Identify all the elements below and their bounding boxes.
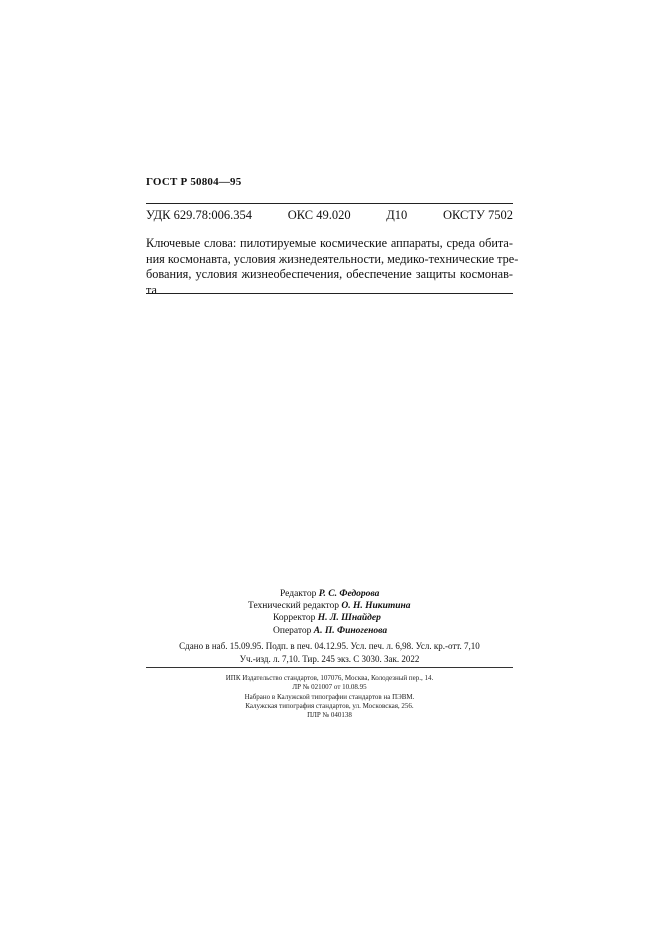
udk-code: УДК 629.78:006.354 bbox=[146, 208, 253, 222]
publisher-line: ПЛР № 040138 bbox=[307, 711, 352, 720]
corrector-role: Корректор bbox=[273, 613, 316, 624]
okstu-code: ОКСТУ 7502 bbox=[442, 208, 513, 222]
editor-role: Редактор bbox=[280, 589, 317, 599]
keywords-block bbox=[146, 236, 519, 298]
tech-editor-credit bbox=[248, 600, 661, 612]
publisher-line: ЛР № 021007 от 10.08.95 bbox=[292, 683, 367, 692]
editor-credit bbox=[280, 588, 661, 600]
keywords-line: та bbox=[146, 282, 157, 297]
bottom-rule bbox=[146, 293, 513, 294]
keywords-line: бования, условия жизнеобеспечения, обеспечение защиты космонав- bbox=[146, 267, 513, 281]
publisher-line: ИПК Издательство стандартов, 107076, Москва, Колодезный пер., 14. bbox=[225, 674, 434, 682]
tech-editor-name: О. Н. Никитина bbox=[341, 601, 411, 612]
operator-role: Оператор bbox=[273, 625, 312, 636]
print-info-line: Сдано в наб. 15.09.95. Подп. в печ. 04.12.95. Усл. печ. л. 6,98. Усл. кр.-отт. 7,10 bbox=[179, 641, 480, 651]
operator-name: А. П. Финогенова bbox=[313, 625, 388, 636]
publisher-line: Калужская типография стандартов, ул. Московская, 256. bbox=[245, 701, 414, 710]
operator-credit bbox=[273, 625, 661, 637]
keywords-line: ния космонавта, условия жизнедеятельности, медико-технические тре- bbox=[146, 251, 519, 266]
document-code: ГОСТ Р 50804—95 bbox=[146, 176, 242, 188]
classification-row bbox=[146, 208, 513, 223]
keywords-line: Ключевые слова: пилотируемые космические аппараты, среда обита- bbox=[146, 236, 513, 250]
top-rule bbox=[146, 203, 513, 204]
editor-name: Р. С. Федорова bbox=[318, 589, 380, 599]
corrector-name: Н. Л. Шнайдер bbox=[317, 613, 381, 624]
publisher-line: Набрано в Калужской типографии стандартов на ПЭВМ. bbox=[244, 692, 415, 701]
tech-editor-role: Технический редактор bbox=[248, 601, 339, 612]
publisher-info bbox=[146, 674, 513, 720]
print-info-line: Уч.-изд. л. 7,10. Тир. 245 экз. С 3030. Зак. 2022 bbox=[239, 653, 420, 664]
staff-credits bbox=[0, 588, 661, 637]
group-code: Д10 bbox=[386, 208, 408, 222]
corrector-credit bbox=[273, 612, 661, 624]
footer-rule bbox=[146, 667, 513, 668]
print-info bbox=[146, 640, 513, 665]
oks-code: ОКС 49.020 bbox=[287, 208, 351, 222]
